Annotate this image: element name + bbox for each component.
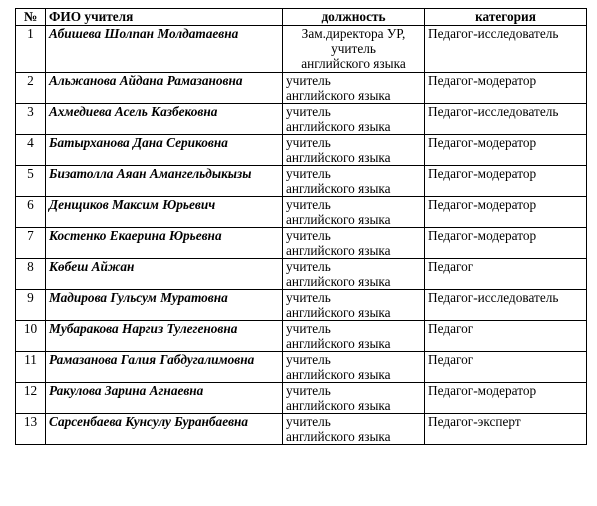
teacher-position xyxy=(283,73,425,104)
teacher-position xyxy=(283,166,425,197)
header-number: № xyxy=(16,9,46,26)
position-line: учитель xyxy=(286,321,331,336)
teacher-category: Педагог-модератор xyxy=(425,228,587,259)
position-line: английского языка xyxy=(286,88,391,103)
table-row xyxy=(16,383,587,414)
position-line: учитель xyxy=(286,135,331,150)
teacher-category: Педагог-эксперт xyxy=(425,414,587,445)
teacher-position xyxy=(283,26,425,73)
row-number: 4 xyxy=(16,135,46,166)
position-line: английского языка xyxy=(286,274,391,289)
position-line: учитель xyxy=(331,41,376,56)
row-number: 1 xyxy=(16,26,46,73)
position-line: учитель xyxy=(286,104,331,119)
teacher-category: Педагог-модератор xyxy=(425,166,587,197)
header-teacher-name: ФИО учителя xyxy=(46,9,283,26)
row-number: 13 xyxy=(16,414,46,445)
table-row xyxy=(16,259,587,290)
table-row xyxy=(16,135,587,166)
position-line: учитель xyxy=(286,414,331,429)
table-body xyxy=(16,26,587,445)
position-line: английского языка xyxy=(286,367,391,382)
teacher-position xyxy=(283,228,425,259)
teacher-category: Педагог-модератор xyxy=(425,73,587,104)
position-line: английского языка xyxy=(286,305,391,320)
teacher-name: Ахмедиева Асель Казбековна xyxy=(46,104,283,135)
teacher-name: Мубаракова Наргиз Тулегеновна xyxy=(46,321,283,352)
teacher-position xyxy=(283,135,425,166)
row-number: 2 xyxy=(16,73,46,104)
teacher-name: Батырханова Дана Сериковна xyxy=(46,135,283,166)
teacher-position xyxy=(283,290,425,321)
teacher-name: Денщиков Максим Юрьевич xyxy=(46,197,283,228)
table-row xyxy=(16,166,587,197)
row-number: 12 xyxy=(16,383,46,414)
position-line: учитель xyxy=(286,228,331,243)
table-row xyxy=(16,26,587,73)
teacher-name: Абишева Шолпан Молдатаевна xyxy=(46,26,283,73)
teacher-position xyxy=(283,197,425,228)
teacher-category: Педагог xyxy=(425,259,587,290)
row-number: 6 xyxy=(16,197,46,228)
teacher-position xyxy=(283,414,425,445)
position-line: Зам.директора УР, xyxy=(301,26,406,41)
position-line: учитель xyxy=(286,352,331,367)
teacher-name: Мадирова Гульсум Муратовна xyxy=(46,290,283,321)
teacher-name: Ракулова Зарина Агнаевна xyxy=(46,383,283,414)
position-line: учитель xyxy=(286,259,331,274)
position-line: английского языка xyxy=(286,181,391,196)
position-line: английского языка xyxy=(286,398,391,413)
header-position: должность xyxy=(283,9,425,26)
teacher-category: Педагог-исследователь xyxy=(425,290,587,321)
position-line: английского языка xyxy=(286,212,391,227)
position-line: английского языка xyxy=(286,429,391,444)
position-line: учитель xyxy=(286,166,331,181)
row-number: 7 xyxy=(16,228,46,259)
teacher-position xyxy=(283,383,425,414)
table-row xyxy=(16,290,587,321)
teacher-category: Педагог-исследователь xyxy=(425,26,587,73)
teacher-position xyxy=(283,321,425,352)
position-line: учитель xyxy=(286,197,331,212)
teacher-category: Педагог-исследователь xyxy=(425,104,587,135)
teacher-name: Альжанова Айдана Рамазановна xyxy=(46,73,283,104)
table-row xyxy=(16,197,587,228)
teacher-category: Педагог xyxy=(425,352,587,383)
table-row xyxy=(16,352,587,383)
row-number: 5 xyxy=(16,166,46,197)
position-line: учитель xyxy=(286,73,331,88)
teacher-position xyxy=(283,352,425,383)
position-line: учитель xyxy=(286,290,331,305)
teacher-name: Сарсенбаева Кунсулу Буранбаевна xyxy=(46,414,283,445)
position-line: английского языка xyxy=(286,150,391,165)
row-number: 8 xyxy=(16,259,46,290)
teacher-category: Педагог xyxy=(425,321,587,352)
teacher-position xyxy=(283,104,425,135)
teacher-category: Педагог-модератор xyxy=(425,383,587,414)
position-line: английского языка xyxy=(301,56,406,71)
position-line: английского языка xyxy=(286,336,391,351)
teacher-name: Бизатолла Аяан Амангельдыкызы xyxy=(46,166,283,197)
teacher-name: Рамазанова Галия Габдугалимовна xyxy=(46,352,283,383)
teacher-category: Педагог-модератор xyxy=(425,135,587,166)
teacher-category: Педагог-модератор xyxy=(425,197,587,228)
teacher-position xyxy=(283,259,425,290)
teachers-table xyxy=(15,8,587,445)
row-number: 3 xyxy=(16,104,46,135)
table-row xyxy=(16,321,587,352)
header-row xyxy=(16,9,587,26)
table-row xyxy=(16,414,587,445)
table-row xyxy=(16,228,587,259)
table-header xyxy=(16,9,587,26)
table-row xyxy=(16,73,587,104)
position-line: учитель xyxy=(286,383,331,398)
position-line: английского языка xyxy=(286,243,391,258)
row-number: 9 xyxy=(16,290,46,321)
teacher-name: Костенко Екаерина Юрьевна xyxy=(46,228,283,259)
position-line: английского языка xyxy=(286,119,391,134)
header-category: категория xyxy=(425,9,587,26)
teacher-name: Көбеш Айжан xyxy=(46,259,283,290)
row-number: 11 xyxy=(16,352,46,383)
table-row xyxy=(16,104,587,135)
row-number: 10 xyxy=(16,321,46,352)
